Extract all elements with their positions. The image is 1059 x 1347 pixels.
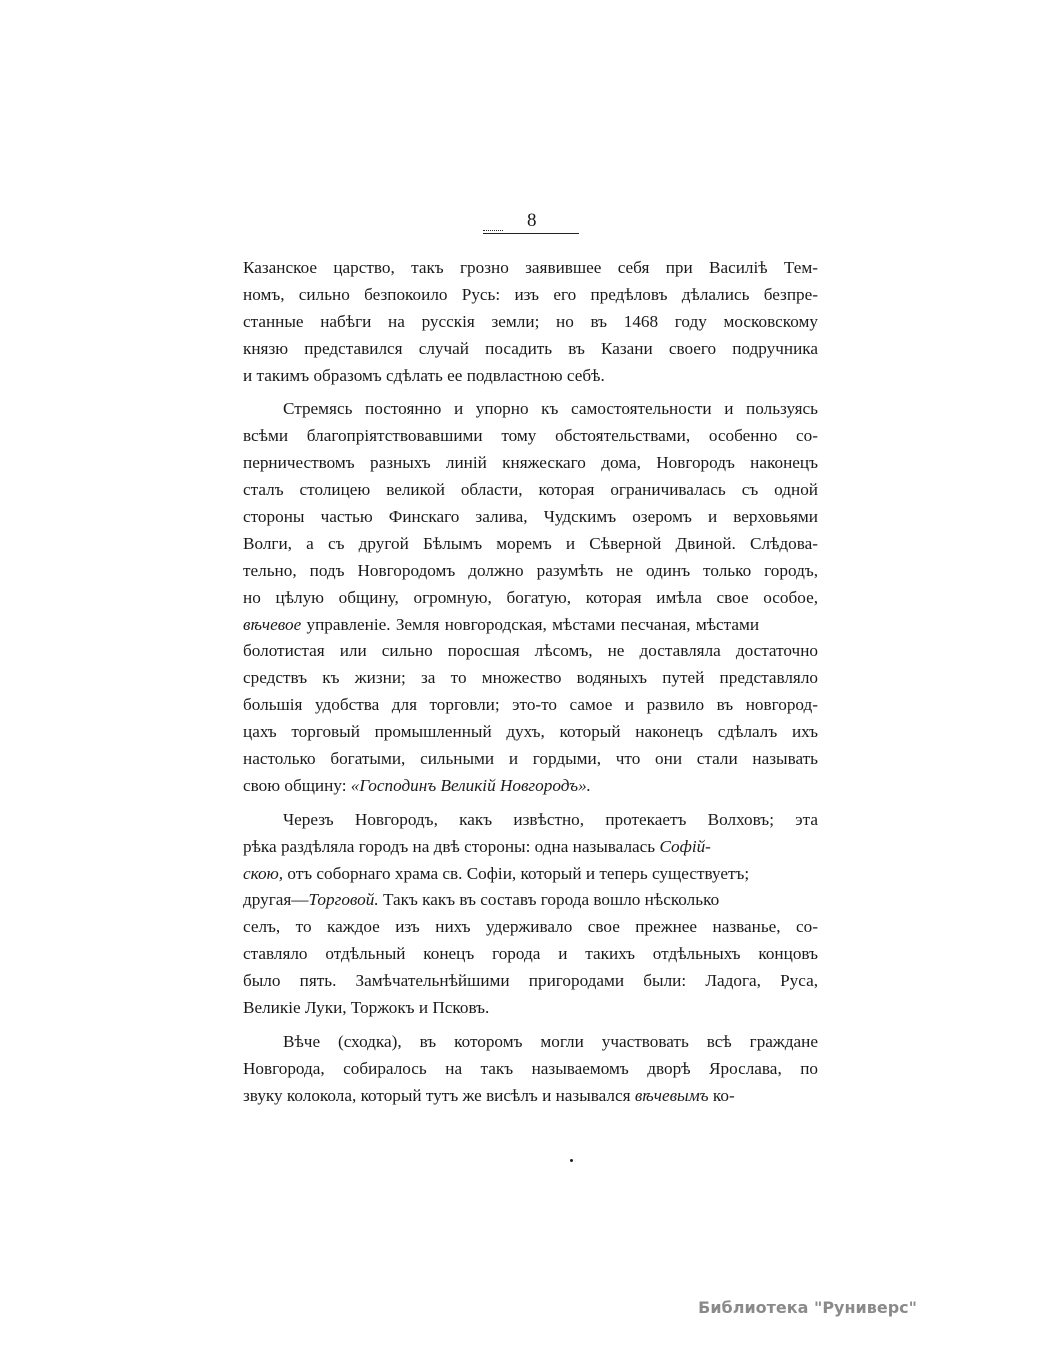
text-line: но цѣлую общину, огромную, богатую, которая имѣла свое особое, bbox=[243, 587, 818, 607]
body-text bbox=[243, 255, 818, 1117]
text-line: номъ, сильно безпокоило Русь: изъ его предѣловъ дѣлались безпре- bbox=[243, 284, 818, 304]
text-line: Вѣче (сходка), въ которомъ могли участвовать всѣ граждане bbox=[283, 1031, 818, 1051]
italic-term: вѣчевое bbox=[243, 614, 302, 634]
text-line: перничествомъ разныхъ линій княжескаго дома, Новгородъ наконецъ bbox=[243, 453, 818, 473]
text-line: большія удобства для торговли; это-то самое и развило въ новгород- bbox=[243, 695, 818, 715]
text-line: Новгорода, собиралось на такъ называемомъ дворѣ Ярослава, по bbox=[243, 1058, 818, 1078]
italic-term: «Господинъ Великій Новгородъ». bbox=[350, 775, 591, 795]
text-line: Черезъ Новгородъ, какъ извѣстно, протекаетъ Волховъ; эта bbox=[283, 809, 818, 829]
text-fragment: свою общину: bbox=[243, 775, 351, 795]
italic-term: скою, bbox=[243, 863, 284, 883]
text-fragment: звуку колокола, который тутъ же висѣлъ и назывался bbox=[243, 1085, 635, 1105]
paragraph-2 bbox=[243, 396, 818, 799]
text-line: тельно, подъ Новгородомъ должно разумѣть не одинъ только городъ, bbox=[243, 560, 818, 580]
text-line: ставляло отдѣльный конецъ города и такихъ отдѣльныхъ концовъ bbox=[243, 944, 818, 964]
italic-term: Софій- bbox=[659, 836, 711, 856]
paragraph-4 bbox=[243, 1029, 818, 1110]
text-line bbox=[243, 887, 818, 914]
text-line: сталъ столицею великой области, которая ограничивалась съ одной bbox=[243, 480, 818, 500]
text-line: болотистая или сильно поросшая лѣсомъ, не доставляла достаточно bbox=[243, 641, 818, 661]
text-line: Казанское царство, такъ грозно заявившее себя при Василіѣ Тем- bbox=[243, 258, 818, 277]
text-line: средствъ къ жизни; за то множество водяныхъ путей представляло bbox=[243, 668, 818, 688]
text-line bbox=[243, 773, 818, 800]
italic-term: вѣчевымъ bbox=[634, 1085, 709, 1105]
print-speck bbox=[570, 1159, 573, 1162]
text-fragment: рѣка раздѣляла городъ на двѣ стороны: одна называлась bbox=[243, 836, 660, 856]
text-fragment: ко- bbox=[708, 1085, 735, 1105]
text-line: настолько богатыми, сильными и гордыми, что они стали называть bbox=[243, 749, 818, 769]
page-number: 8 bbox=[527, 210, 537, 231]
page-header-rule bbox=[483, 233, 579, 234]
text-line: цахъ торговый промышленный духъ, который наконецъ сдѣлалъ ихъ bbox=[243, 722, 818, 742]
text-line: Волги, а съ другой Бѣлымъ моремъ и Сѣверной Двиной. Слѣдова- bbox=[243, 533, 818, 553]
text-line: и такимъ образомъ сдѣлать ее подвластною себѣ. bbox=[243, 365, 605, 385]
text-line: всѣми благопріятствовавшими тому обстоятельствами, особенно со- bbox=[243, 426, 818, 446]
text-line: стороны частью Финскаго залива, Чудскимъ озеромъ и верховьями bbox=[243, 507, 818, 527]
text-line bbox=[243, 834, 818, 861]
text-line: князю представился случай посадить въ Казани своего подручника bbox=[243, 338, 818, 358]
library-watermark: Библиотека "Руниверс" bbox=[698, 1298, 917, 1317]
page-header-rule-dots bbox=[483, 230, 503, 231]
italic-term: Торговой. bbox=[308, 890, 379, 910]
text-line bbox=[243, 612, 818, 639]
text-line: селъ, то каждое изъ нихъ удерживало свое прежнее названье, со- bbox=[243, 917, 818, 937]
text-fragment: другая— bbox=[243, 890, 309, 910]
text-line: Стремясь постоянно и упорно къ самостоятельности и пользуясь bbox=[283, 399, 818, 419]
text-fragment: отъ соборнаго храма св. Софіи, который и теперь существуетъ; bbox=[283, 863, 750, 883]
paragraph-1 bbox=[243, 255, 818, 389]
text-line: было пять. Замѣчательнѣйшими пригородами были: Ладога, Руса, bbox=[243, 971, 818, 991]
text-line: станные набѣги на русскія земли; но въ 1468 году московскому bbox=[243, 311, 818, 331]
text-fragment: управленіе. Земля новгородская, мѣстами песчаная, мѣстами bbox=[301, 614, 760, 634]
text-line bbox=[243, 1083, 818, 1110]
text-line bbox=[243, 861, 818, 888]
text-fragment: Такъ какъ въ составъ города вошло нѣсколько bbox=[378, 890, 720, 910]
text-line: Великіе Луки, Торжокъ и Псковъ. bbox=[243, 998, 490, 1018]
paragraph-3 bbox=[243, 807, 818, 1022]
